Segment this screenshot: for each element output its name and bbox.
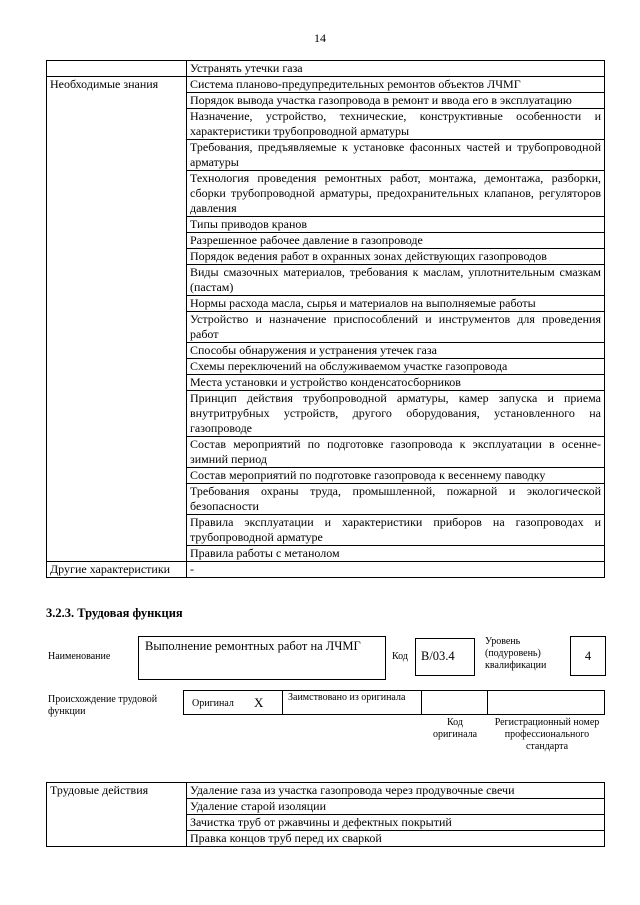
row-value: Состав мероприятий по подготовке газопровода к весеннему паводку [187,468,605,484]
row-label: Необходимые знания [47,77,187,562]
level-label: Уровень (подуровень) квалификации [485,636,547,671]
function-name: Выполнение ремонтных работ на ЛЧМГ [145,639,361,653]
row-value: Требования, предъявляемые к установке фасонных частей и трубопроводной арматуры [187,140,605,171]
row-value: Правила эксплуатации и характеристики приборов на газопроводах и трубопроводной арматуре [187,515,605,546]
row-value: Нормы расхода масла, сырья и материалов на выполняемые работы [187,296,605,312]
row-value: Правила работы с метанолом [187,546,605,562]
code-original-caption: Код оригинала [432,717,478,740]
row-value: Устранять утечки газа [187,61,605,77]
function-name-box [138,636,386,680]
table-row [47,61,605,77]
row-value: Места установки и устройство конденсатосборников [187,375,605,391]
original-label: Оригинал [192,698,234,709]
origin-row [183,690,605,715]
actions-label: Трудовые действия [47,783,187,847]
page-number: 14 [314,31,326,45]
row-value: Состав мероприятий по подготовке газопровода к эксплуатации в осенне-зимний период [187,437,605,468]
row-value: Типы приводов кранов [187,217,605,233]
origin-divider-1 [282,691,283,714]
row-value: - [187,562,605,578]
row-value: Система планово-предупредительных ремонтов объектов ЛЧМГ [187,77,605,93]
row-value: Принцип действия трубопроводной арматуры, камер запуска и приема внутритрубных устройств, другого оборудования, установленного на газопроводе [187,391,605,437]
name-label: Наименование [48,651,111,662]
action-item: Правка концов труб перед их сваркой [187,831,605,847]
row-value: Назначение, устройство, технические, конструктивные особенности и характеристики трубопроводной арматуры [187,109,605,140]
original-mark: X [254,695,264,710]
row-label: Другие характеристики [47,562,187,578]
actions-table [46,782,605,847]
row-value: Технология проведения ремонтных работ, монтажа, демонтажа, разборки, сборки трубопроводной арматуры, предохранительных клапанов, регуляторов давления [187,171,605,217]
row-value: Требования охраны труда, промышленной, пожарной и экологической безопасности [187,484,605,515]
code-box [415,638,475,676]
level-value: 4 [584,649,592,663]
action-item: Удаление старой изоляции [187,799,605,815]
row-value: Порядок ведения работ в охранных зонах действующих газопроводов [187,249,605,265]
row-value: Разрешенное рабочее давление в газопроводе [187,233,605,249]
table-row [47,77,605,93]
origin-label: Происхождение трудовой функции [48,694,158,717]
code-value: B/03.4 [421,649,455,663]
action-item: Зачистка труб от ржавчины и дефектных покрытий [187,815,605,831]
action-item: Удаление газа из участка газопровода через продувочные свечи [187,783,605,799]
row-value: Порядок вывода участка газопровода в ремонт и ввода его в эксплуатацию [187,93,605,109]
table-row [47,562,605,578]
level-box [570,636,606,676]
knowledge-table [46,60,605,578]
section-title: 3.2.3. Трудовая функция [46,606,183,620]
origin-divider-2 [421,691,422,714]
reg-number-caption: Регистрационный номер профессионального стандарта [494,717,600,752]
origin-divider-3 [487,691,488,714]
row-label [47,61,187,77]
table-row [47,783,605,799]
row-value: Схемы переключений на обслуживаемом участке газопровода [187,359,605,375]
row-value: Способы обнаружения и устранения утечек газа [187,343,605,359]
borrowed-label: Заимствовано из оригинала [288,692,406,703]
row-value: Устройство и назначение приспособлений и инструментов для проведения работ [187,312,605,343]
row-value: Виды смазочных материалов, требования к маслам, уплотнительным смазкам (пастам) [187,265,605,296]
code-label: Код [392,651,408,662]
